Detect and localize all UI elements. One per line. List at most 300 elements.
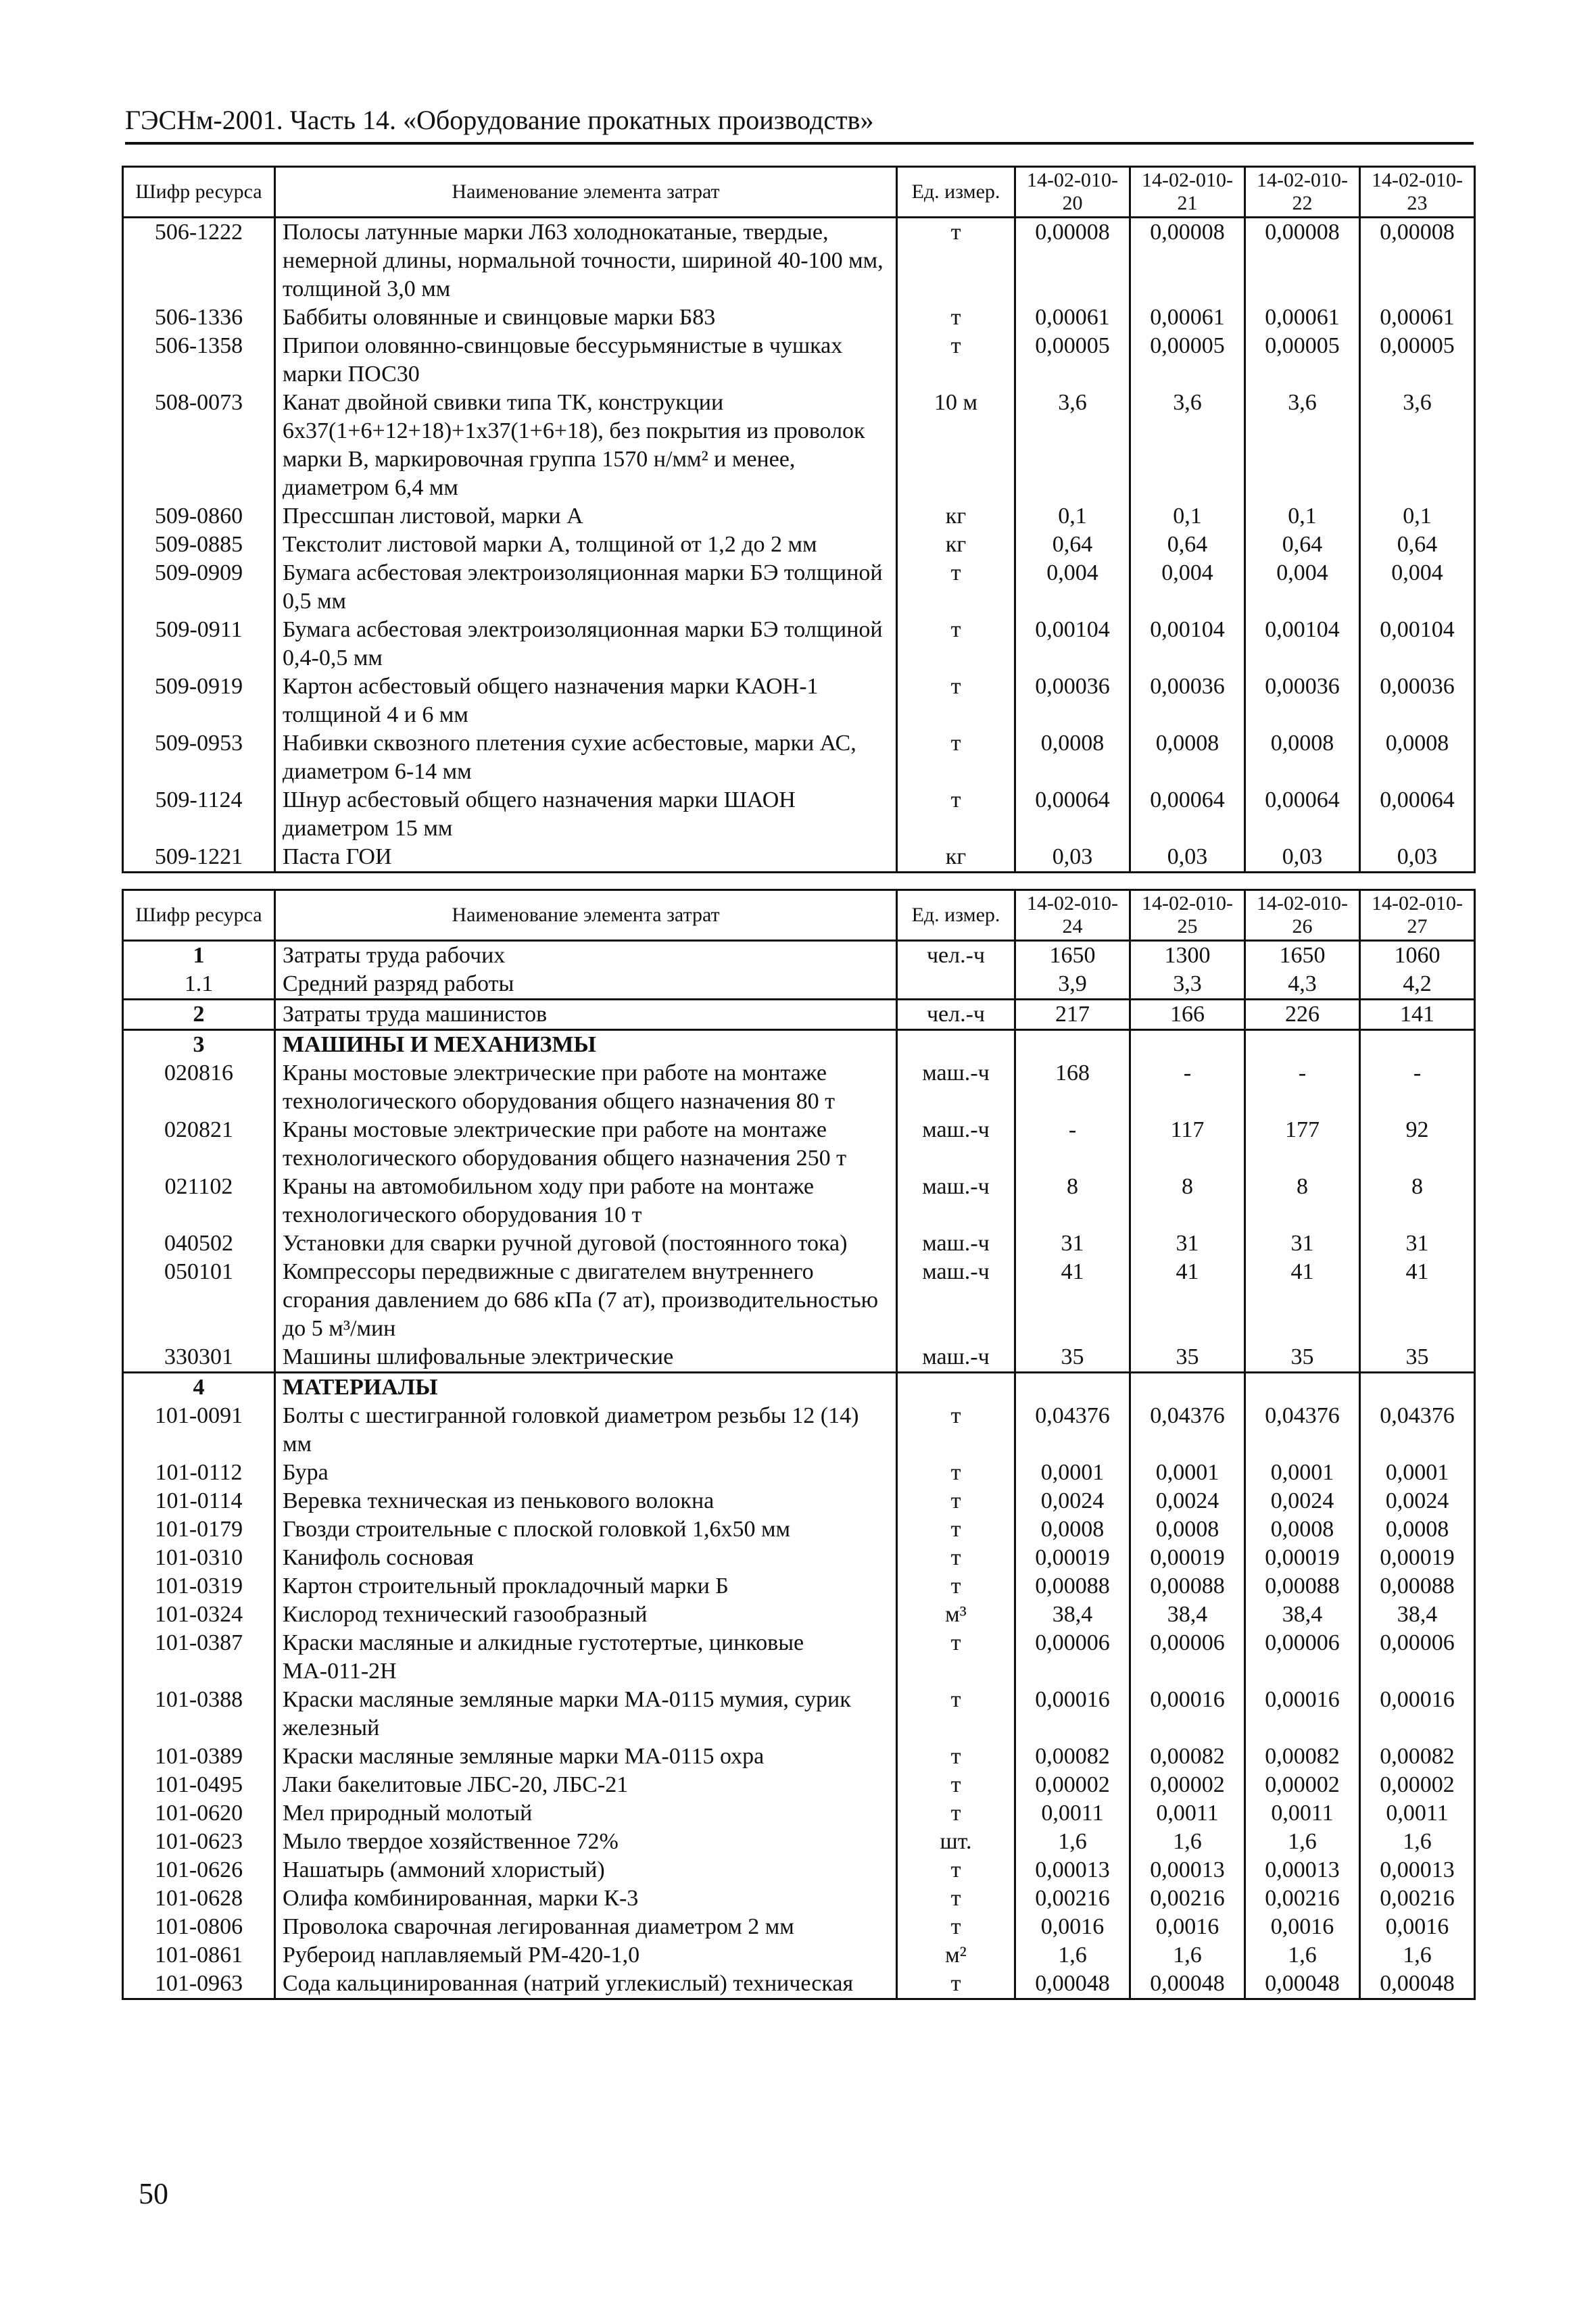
norm-value-1: 0,00002 (1015, 1771, 1130, 1799)
header-col-2: 14-02-010-25 (1130, 890, 1245, 941)
resource-unit: т (897, 1856, 1015, 1884)
resource-code: 101-0495 (123, 1771, 275, 1799)
norm-value-2: 0,00013 (1130, 1856, 1245, 1884)
table-row (123, 616, 1475, 673)
resource-name: Набивки сквозного плетения сухие асбестовые, марки АС, диаметром 6-14 мм (275, 729, 897, 786)
table-row (123, 1884, 1475, 1913)
resource-code: 101-0114 (123, 1487, 275, 1515)
norm-value-1: 38,4 (1015, 1601, 1130, 1629)
resource-name: Мел природный молотый (275, 1799, 897, 1828)
resource-code: 040502 (123, 1229, 275, 1258)
resource-name: Веревка техническая из пенькового волокна (275, 1487, 897, 1515)
norm-value-4: 41 (1360, 1258, 1475, 1343)
resource-name: Картон асбестовый общего назначения марки КАОН-1 толщиной 4 и 6 мм (275, 673, 897, 729)
norm-value-4: 0,00048 (1360, 1970, 1475, 1999)
norm-value-4: 4,2 (1360, 970, 1475, 1000)
norm-value-4: 0,00006 (1360, 1629, 1475, 1686)
table-row (123, 1572, 1475, 1601)
resource-unit: т (897, 1402, 1015, 1459)
resource-unit: чел.-ч (897, 941, 1015, 971)
table-header-row (123, 890, 1475, 941)
table-row (123, 332, 1475, 389)
resource-code: 101-0389 (123, 1743, 275, 1771)
norm-value-3: 41 (1245, 1258, 1360, 1343)
table-row (123, 970, 1475, 1000)
resource-unit: т (897, 1487, 1015, 1515)
table-row (123, 1343, 1475, 1373)
table-row (123, 389, 1475, 502)
resource-unit: т (897, 1970, 1015, 1999)
norm-value-1: 41 (1015, 1258, 1130, 1343)
table-row (123, 1799, 1475, 1828)
norm-value-3: 0,00064 (1245, 786, 1360, 843)
norm-value-2: 0,00019 (1130, 1544, 1245, 1572)
resource-unit: т (897, 1544, 1015, 1572)
norm-value-4: 0,00216 (1360, 1884, 1475, 1913)
norm-value-2: 38,4 (1130, 1601, 1245, 1629)
norm-value-4: 0,00016 (1360, 1686, 1475, 1743)
resource-code: 330301 (123, 1343, 275, 1373)
resource-name: Прессшпан листовой, марки А (275, 502, 897, 531)
table-row (123, 1373, 1475, 1403)
page-number: 50 (139, 2177, 168, 2210)
table-row (123, 941, 1475, 971)
table-row (123, 1941, 1475, 1970)
header-col-3: 14-02-010-22 (1245, 167, 1360, 218)
resource-unit: т (897, 218, 1015, 304)
resource-name: МАШИНЫ И МЕХАНИЗМЫ (275, 1030, 897, 1060)
norm-value-3: 0,00048 (1245, 1970, 1360, 1999)
header-name: Наименование элемента затрат (275, 890, 897, 941)
resource-name: Затраты труда рабочих (275, 941, 897, 971)
resource-unit (897, 1030, 1015, 1060)
norm-value-1: 0,0016 (1015, 1913, 1130, 1941)
resource-name: Бумага асбестовая электроизоляционная марки БЭ толщиной 0,4-0,5 мм (275, 616, 897, 673)
header-name: Наименование элемента затрат (275, 167, 897, 218)
resource-code: 101-0091 (123, 1402, 275, 1459)
resource-code: 509-0919 (123, 673, 275, 729)
norm-value-2: 0,00064 (1130, 786, 1245, 843)
norm-value-3: 0,64 (1245, 531, 1360, 559)
table-row (123, 673, 1475, 729)
norm-value-2: 0,00016 (1130, 1686, 1245, 1743)
norm-value-1: 0,00216 (1015, 1884, 1130, 1913)
table-row (123, 218, 1475, 304)
resource-name: Гвозди строительные с плоской головкой 1,6х50 мм (275, 1515, 897, 1544)
resource-name: Текстолит листовой марки А, толщиной от 1,2 до 2 мм (275, 531, 897, 559)
table-row (123, 1402, 1475, 1459)
table-row (123, 1913, 1475, 1941)
norm-value-4: 0,0008 (1360, 1515, 1475, 1544)
resource-name: Нашатырь (аммоний хлористый) (275, 1856, 897, 1884)
norm-value-3: 0,00088 (1245, 1572, 1360, 1601)
norm-value-1: 217 (1015, 1000, 1130, 1030)
resource-code: 020816 (123, 1059, 275, 1116)
header-code: Шифр ресурса (123, 167, 275, 218)
norm-value-1: 0,004 (1015, 559, 1130, 616)
norm-value-1: 0,00036 (1015, 673, 1130, 729)
norm-value-4: 1,6 (1360, 1941, 1475, 1970)
resource-unit: маш.-ч (897, 1343, 1015, 1373)
table-row (123, 1030, 1475, 1060)
norm-value-3: 3,6 (1245, 389, 1360, 502)
norm-value-1: 35 (1015, 1343, 1130, 1373)
resource-unit: т (897, 1884, 1015, 1913)
resource-code: 101-0387 (123, 1629, 275, 1686)
norm-value-3: 0,0008 (1245, 729, 1360, 786)
header-unit: Ед. измер. (897, 890, 1015, 941)
norm-value-3: - (1245, 1059, 1360, 1116)
resource-name: Краски масляные и алкидные густотертые, цинковые МА-011-2Н (275, 1629, 897, 1686)
norm-value-4: 0,00019 (1360, 1544, 1475, 1572)
norm-value-4: 0,00008 (1360, 218, 1475, 304)
resource-name: Краны мостовые электрические при работе на монтаже технологического оборудования общего назначения 80 т (275, 1059, 897, 1116)
norm-value-3: 0,00036 (1245, 673, 1360, 729)
table-row (123, 1487, 1475, 1515)
norm-value-4 (1360, 1030, 1475, 1060)
norm-value-4: 35 (1360, 1343, 1475, 1373)
resource-unit: т (897, 729, 1015, 786)
norm-value-1: 0,00104 (1015, 616, 1130, 673)
resource-unit: маш.-ч (897, 1173, 1015, 1229)
norm-value-3: 0,00013 (1245, 1856, 1360, 1884)
table-row (123, 1459, 1475, 1487)
table-row (123, 729, 1475, 786)
norm-value-1: 0,00013 (1015, 1856, 1130, 1884)
resource-code: 101-0310 (123, 1544, 275, 1572)
resource-name: Паста ГОИ (275, 843, 897, 873)
norm-value-3: 8 (1245, 1173, 1360, 1229)
resource-code: 101-0112 (123, 1459, 275, 1487)
norm-value-3 (1245, 1030, 1360, 1060)
norm-value-1: 0,00006 (1015, 1629, 1130, 1686)
norm-value-4: 0,64 (1360, 531, 1475, 559)
resource-unit: т (897, 1686, 1015, 1743)
norm-value-4: 1060 (1360, 941, 1475, 971)
resource-unit: маш.-ч (897, 1229, 1015, 1258)
resource-name: Проволока сварочная легированная диаметром 2 мм (275, 1913, 897, 1941)
header-code: Шифр ресурса (123, 890, 275, 941)
table-row (123, 843, 1475, 873)
header-unit: Ед. измер. (897, 167, 1015, 218)
resource-name: Полосы латунные марки Л63 холоднокатаные, твердые, немерной длины, нормальной точности, шириной 40-100 мм, толщиной 3,0 мм (275, 218, 897, 304)
norm-value-3: 0,0016 (1245, 1913, 1360, 1941)
norm-value-2: 0,04376 (1130, 1402, 1245, 1459)
resource-code: 509-0909 (123, 559, 275, 616)
resource-unit: т (897, 1799, 1015, 1828)
resource-unit: т (897, 332, 1015, 389)
norm-value-2 (1130, 1030, 1245, 1060)
norm-value-3: 4,3 (1245, 970, 1360, 1000)
resource-code: 101-0628 (123, 1884, 275, 1913)
norm-value-4: 0,0008 (1360, 729, 1475, 786)
norm-value-2: 0,0008 (1130, 729, 1245, 786)
resource-name: Бумага асбестовая электроизоляционная марки БЭ толщиной 0,5 мм (275, 559, 897, 616)
resource-name: Краны на автомобильном ходу при работе на монтаже технологического оборудования 10 т (275, 1173, 897, 1229)
norm-value-2: 0,0008 (1130, 1515, 1245, 1544)
norm-value-4: 0,00061 (1360, 303, 1475, 332)
norm-value-4: - (1360, 1059, 1475, 1116)
norm-value-3: 0,00002 (1245, 1771, 1360, 1799)
norm-value-4: 0,00064 (1360, 786, 1475, 843)
norm-value-4: 0,004 (1360, 559, 1475, 616)
resource-name: Баббиты оловянные и свинцовые марки Б83 (275, 303, 897, 332)
table-row (123, 786, 1475, 843)
norm-value-4: 0,00005 (1360, 332, 1475, 389)
resource-code: 509-0860 (123, 502, 275, 531)
norm-value-3: 0,0024 (1245, 1487, 1360, 1515)
table-row (123, 1059, 1475, 1116)
norm-value-1: 0,0024 (1015, 1487, 1130, 1515)
resource-unit: кг (897, 502, 1015, 531)
norm-value-2: 1300 (1130, 941, 1245, 971)
resource-name: Компрессоры передвижные с двигателем внутреннего сгорания давлением до 686 кПа (7 ат), производительностью до 5 м³/мин (275, 1258, 897, 1343)
norm-value-2: 0,0001 (1130, 1459, 1245, 1487)
norm-value-2: 0,00005 (1130, 332, 1245, 389)
norm-value-4: 0,0011 (1360, 1799, 1475, 1828)
norm-value-1: 0,64 (1015, 531, 1130, 559)
norm-value-1: 0,00008 (1015, 218, 1130, 304)
norm-value-4: 0,00088 (1360, 1572, 1475, 1601)
norm-value-2: 0,00036 (1130, 673, 1245, 729)
resource-code: 101-0388 (123, 1686, 275, 1743)
norm-value-2: 35 (1130, 1343, 1245, 1373)
norm-value-1: 1,6 (1015, 1941, 1130, 1970)
norm-value-3: 0,00016 (1245, 1686, 1360, 1743)
resource-unit (897, 970, 1015, 1000)
norm-value-4: 0,00013 (1360, 1856, 1475, 1884)
resource-name: Рубероид наплавляемый РМ-420-1,0 (275, 1941, 897, 1970)
resource-name: Установки для сварки ручной дуговой (постоянного тока) (275, 1229, 897, 1258)
norm-value-1: 3,6 (1015, 389, 1130, 502)
norm-value-2: 0,00002 (1130, 1771, 1245, 1799)
norm-value-3: 0,00006 (1245, 1629, 1360, 1686)
header-col-4: 14-02-010-27 (1360, 890, 1475, 941)
norm-value-4: 8 (1360, 1173, 1475, 1229)
table-row (123, 303, 1475, 332)
norm-value-2: - (1130, 1059, 1245, 1116)
resource-code: 2 (123, 1000, 275, 1030)
resource-unit: т (897, 303, 1015, 332)
norm-value-3: 35 (1245, 1343, 1360, 1373)
norm-value-2: 0,00008 (1130, 218, 1245, 304)
resource-unit: т (897, 1913, 1015, 1941)
resource-name: Лаки бакелитовые ЛБС-20, ЛБС-21 (275, 1771, 897, 1799)
norm-value-2: 0,64 (1130, 531, 1245, 559)
resource-unit: маш.-ч (897, 1059, 1015, 1116)
table-row (123, 1771, 1475, 1799)
resource-code: 101-0861 (123, 1941, 275, 1970)
norm-value-1: 168 (1015, 1059, 1130, 1116)
norm-value-4: 141 (1360, 1000, 1475, 1030)
resource-unit: т (897, 673, 1015, 729)
norm-value-2: 8 (1130, 1173, 1245, 1229)
norm-value-1: 3,9 (1015, 970, 1130, 1000)
table-row (123, 1601, 1475, 1629)
resource-code: 1.1 (123, 970, 275, 1000)
norm-value-2: 0,00006 (1130, 1629, 1245, 1686)
resource-name: Кислород технический газообразный (275, 1601, 897, 1629)
resource-code: 101-0179 (123, 1515, 275, 1544)
header-col-1: 14-02-010-20 (1015, 167, 1130, 218)
norm-value-4: 0,00104 (1360, 616, 1475, 673)
norm-value-3: 38,4 (1245, 1601, 1360, 1629)
norm-value-2: 0,0011 (1130, 1799, 1245, 1828)
table-row (123, 1856, 1475, 1884)
norm-value-3: 1650 (1245, 941, 1360, 971)
norm-value-1: 0,00061 (1015, 303, 1130, 332)
resource-code: 050101 (123, 1258, 275, 1343)
resource-name: Затраты труда машинистов (275, 1000, 897, 1030)
norm-value-3: 0,00008 (1245, 218, 1360, 304)
table-row (123, 1544, 1475, 1572)
norm-value-2: 3,6 (1130, 389, 1245, 502)
norm-value-4: 92 (1360, 1116, 1475, 1173)
norm-value-1: 0,00016 (1015, 1686, 1130, 1743)
resource-code: 4 (123, 1373, 275, 1403)
norm-value-2: 0,00048 (1130, 1970, 1245, 1999)
resource-name: Болты с шестигранной головкой диаметром резьбы 12 (14) мм (275, 1402, 897, 1459)
norm-value-2: 31 (1130, 1229, 1245, 1258)
norm-value-1 (1015, 1373, 1130, 1403)
resource-name: Шнур асбестовый общего назначения марки ШАОН диаметром 15 мм (275, 786, 897, 843)
resource-unit: кг (897, 531, 1015, 559)
norm-value-3: 1,6 (1245, 1828, 1360, 1856)
resource-name: Средний разряд работы (275, 970, 897, 1000)
norm-value-4: 0,00082 (1360, 1743, 1475, 1771)
resource-code: 101-0806 (123, 1913, 275, 1941)
resource-name: Краски масляные земляные марки МА-0115 мумия, сурик железный (275, 1686, 897, 1743)
norm-value-4: 0,1 (1360, 502, 1475, 531)
norm-value-1: 0,00082 (1015, 1743, 1130, 1771)
norm-value-3: 0,004 (1245, 559, 1360, 616)
norm-value-2: 1,6 (1130, 1828, 1245, 1856)
table-row (123, 1229, 1475, 1258)
norm-value-4 (1360, 1373, 1475, 1403)
header-col-2: 14-02-010-21 (1130, 167, 1245, 218)
resource-name: Бура (275, 1459, 897, 1487)
table-row (123, 1828, 1475, 1856)
norm-value-3: 0,00005 (1245, 332, 1360, 389)
norm-value-3: 0,00061 (1245, 303, 1360, 332)
norm-value-2: 0,00082 (1130, 1743, 1245, 1771)
norm-value-3: 0,03 (1245, 843, 1360, 873)
resource-code: 509-0911 (123, 616, 275, 673)
norm-value-1: 0,0001 (1015, 1459, 1130, 1487)
resource-code: 506-1336 (123, 303, 275, 332)
norm-value-3: 0,00216 (1245, 1884, 1360, 1913)
resource-code: 509-0885 (123, 531, 275, 559)
norm-value-4: 0,03 (1360, 843, 1475, 873)
norm-value-1: 0,00019 (1015, 1544, 1130, 1572)
norm-value-4: 0,00002 (1360, 1771, 1475, 1799)
norm-value-1: - (1015, 1116, 1130, 1173)
resource-code: 101-0623 (123, 1828, 275, 1856)
norm-value-3: 177 (1245, 1116, 1360, 1173)
resource-unit: т (897, 1459, 1015, 1487)
norm-value-4: 0,0001 (1360, 1459, 1475, 1487)
resource-name: Мыло твердое хозяйственное 72% (275, 1828, 897, 1856)
header-col-3: 14-02-010-26 (1245, 890, 1360, 941)
norm-value-3: 1,6 (1245, 1941, 1360, 1970)
norm-value-1: 1,6 (1015, 1828, 1130, 1856)
norm-value-1: 0,0011 (1015, 1799, 1130, 1828)
table-row (123, 1258, 1475, 1343)
table-row (123, 1629, 1475, 1686)
norm-value-1: 0,00048 (1015, 1970, 1130, 1999)
table-row (123, 1173, 1475, 1229)
header-col-4: 14-02-010-23 (1360, 167, 1475, 218)
table-row (123, 1116, 1475, 1173)
resource-unit: чел.-ч (897, 1000, 1015, 1030)
resource-code: 101-0324 (123, 1601, 275, 1629)
table-row (123, 531, 1475, 559)
table-row (123, 559, 1475, 616)
resource-code: 1 (123, 941, 275, 971)
resource-name: МАТЕРИАЛЫ (275, 1373, 897, 1403)
table-row (123, 1686, 1475, 1743)
norm-value-1: 0,03 (1015, 843, 1130, 873)
norm-value-4: 0,04376 (1360, 1402, 1475, 1459)
resources-table-2 (122, 889, 1476, 2000)
resource-code: 101-0626 (123, 1856, 275, 1884)
norm-value-3: 0,00082 (1245, 1743, 1360, 1771)
resource-name: Припои оловянно-свинцовые бессурьмянистые в чушках марки ПОС30 (275, 332, 897, 389)
norm-value-1: 0,1 (1015, 502, 1130, 531)
norm-value-3: 0,00019 (1245, 1544, 1360, 1572)
resources-table-1 (122, 166, 1476, 873)
resource-unit: кг (897, 843, 1015, 873)
norm-value-4: 0,0024 (1360, 1487, 1475, 1515)
norm-value-2: 41 (1130, 1258, 1245, 1343)
table-row (123, 1743, 1475, 1771)
norm-value-1: 8 (1015, 1173, 1130, 1229)
resource-name: Краны мостовые электрические при работе на монтаже технологического оборудования общего назначения 250 т (275, 1116, 897, 1173)
norm-value-2: 3,3 (1130, 970, 1245, 1000)
norm-value-3: 0,00104 (1245, 616, 1360, 673)
norm-value-1: 0,04376 (1015, 1402, 1130, 1459)
resource-unit: м² (897, 1941, 1015, 1970)
resource-unit: т (897, 1629, 1015, 1686)
table-row (123, 1000, 1475, 1030)
resource-code: 506-1222 (123, 218, 275, 304)
norm-value-2: 0,03 (1130, 843, 1245, 873)
norm-value-3: 0,1 (1245, 502, 1360, 531)
norm-value-2: 0,00216 (1130, 1884, 1245, 1913)
resource-code: 3 (123, 1030, 275, 1060)
norm-value-2 (1130, 1373, 1245, 1403)
resource-name: Картон строительный прокладочный марки Б (275, 1572, 897, 1601)
norm-value-3: 0,04376 (1245, 1402, 1360, 1459)
table-row (123, 502, 1475, 531)
resource-unit: маш.-ч (897, 1116, 1015, 1173)
norm-value-1: 31 (1015, 1229, 1130, 1258)
norm-value-2: 0,00088 (1130, 1572, 1245, 1601)
resource-unit: т (897, 616, 1015, 673)
norm-value-3: 0,0001 (1245, 1459, 1360, 1487)
norm-value-2: 0,1 (1130, 502, 1245, 531)
resource-name: Канат двойной свивки типа ТК, конструкции 6х37(1+6+12+18)+1х37(1+6+18), без покрытия из проволок марки В, маркировочная группа 1570 н/мм² и менее, диаметром 6,4 мм (275, 389, 897, 502)
table-body (123, 941, 1475, 1999)
page-header: ГЭСНм-2001. Часть 14. «Оборудование прокатных производств» (125, 101, 1474, 145)
resource-unit: маш.-ч (897, 1258, 1015, 1343)
norm-value-3 (1245, 1373, 1360, 1403)
resource-unit: т (897, 1743, 1015, 1771)
norm-value-4: 38,4 (1360, 1601, 1475, 1629)
resource-name: Канифоль сосновая (275, 1544, 897, 1572)
table-row (123, 1515, 1475, 1544)
norm-value-1: 0,0008 (1015, 729, 1130, 786)
